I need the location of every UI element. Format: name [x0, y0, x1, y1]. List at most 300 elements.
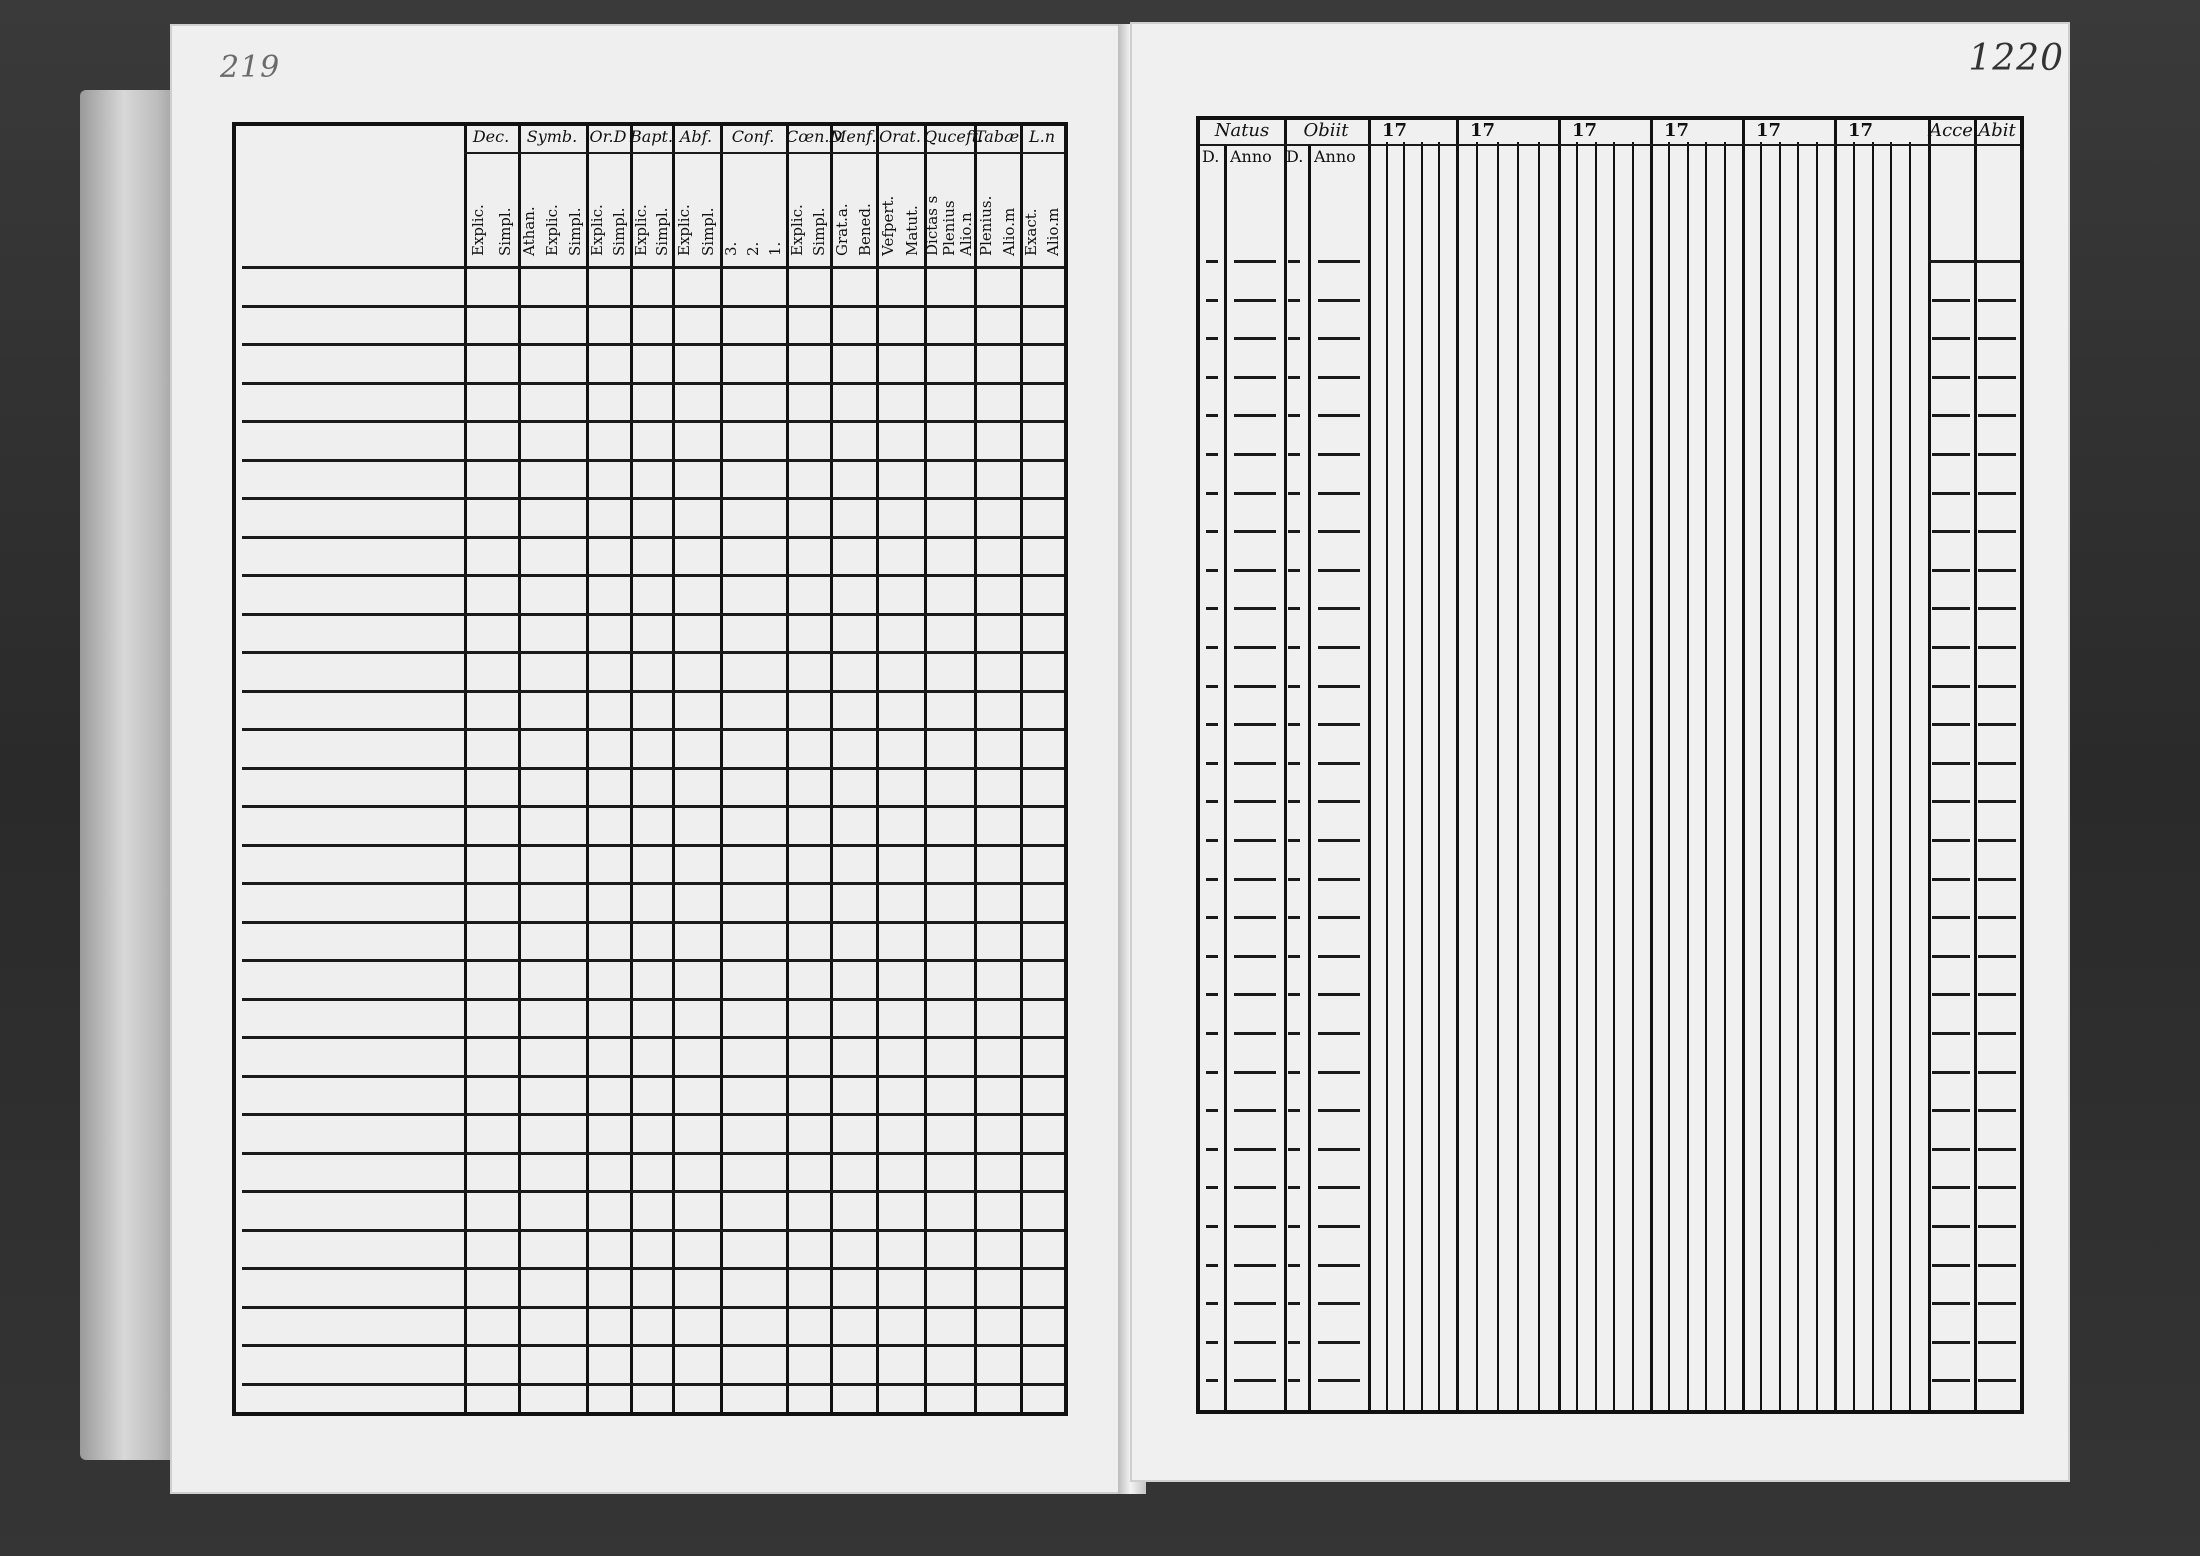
- row-tick: [1288, 376, 1300, 379]
- row-tick: [1318, 569, 1360, 572]
- year-subcolumn: [1705, 142, 1707, 1410]
- column-subheader: Explic.: [631, 204, 650, 256]
- group-divider: [1558, 120, 1561, 1410]
- row-tick: [1288, 1032, 1300, 1035]
- row-tick: [1288, 878, 1300, 881]
- row-tick: [1932, 1109, 1970, 1112]
- row-tick: [1318, 800, 1360, 803]
- row-tick: [1206, 414, 1218, 417]
- row-tick: [1234, 337, 1276, 340]
- row-tick: [1206, 607, 1218, 610]
- column-subheader: Exact.: [1022, 208, 1040, 256]
- row-tick: [1318, 723, 1360, 726]
- row-tick: [1318, 1379, 1360, 1382]
- row-tick: [1234, 1148, 1276, 1151]
- row-tick: [1206, 1186, 1218, 1189]
- row-tick: [1318, 1186, 1360, 1189]
- row-tick: [1932, 1341, 1970, 1344]
- row-tick: [1234, 1225, 1276, 1228]
- row-tick: [1932, 646, 1970, 649]
- row-tick: [1206, 1264, 1218, 1267]
- row-tick: [1932, 878, 1970, 881]
- year-subcolumn: [1872, 142, 1874, 1410]
- row-tick: [1318, 916, 1360, 919]
- row-tick: [1206, 453, 1218, 456]
- row-tick: [1978, 646, 2016, 649]
- row-tick: [1288, 800, 1300, 803]
- row-tick: [1978, 1032, 2016, 1035]
- row-tick: [1932, 1302, 1970, 1305]
- column-header: Natus: [1214, 120, 1270, 141]
- row-tick: [1932, 530, 1970, 533]
- row-tick: [1318, 646, 1360, 649]
- year-subcolumn: [1632, 142, 1634, 1410]
- group-divider: [1834, 120, 1837, 1410]
- group-divider: [1928, 120, 1931, 1410]
- row-tick: [1978, 376, 2016, 379]
- row-tick: [1234, 723, 1276, 726]
- row-tick: [1234, 800, 1276, 803]
- row-rule: [242, 1267, 1064, 1270]
- column-subheader: Simpl.: [699, 207, 717, 256]
- group-divider: [1974, 120, 1977, 1410]
- year-subcolumn: [1517, 142, 1519, 1410]
- year-subcolumn: [1613, 142, 1615, 1410]
- row-tick: [1234, 955, 1276, 958]
- column-subheader: Simpl.: [810, 207, 828, 256]
- row-tick: [1288, 492, 1300, 495]
- year-subcolumn: [1595, 142, 1597, 1410]
- row-tick: [1978, 1071, 2016, 1074]
- row-tick: [1234, 569, 1276, 572]
- row-tick: [1978, 878, 2016, 881]
- group-divider: [1650, 120, 1653, 1410]
- row-tick: [1932, 993, 1970, 996]
- row-tick: [1206, 260, 1218, 263]
- row-tick: [1234, 878, 1276, 881]
- row-rule: [242, 574, 1064, 577]
- row-tick: [1234, 1071, 1276, 1074]
- row-rule: [242, 1113, 1064, 1116]
- row-tick: [1318, 492, 1360, 495]
- year-subcolumn: [1797, 142, 1799, 1410]
- row-rule: [242, 690, 1064, 693]
- row-tick: [1234, 299, 1276, 302]
- row-tick: [1318, 1264, 1360, 1267]
- column-subheader: Alio.m: [1044, 207, 1062, 256]
- row-tick: [1932, 453, 1970, 456]
- left-page: [170, 24, 1130, 1494]
- row-tick: [1206, 800, 1218, 803]
- row-rule: [242, 1306, 1064, 1309]
- row-tick: [1978, 1341, 2016, 1344]
- year-subcolumn: [1538, 142, 1540, 1410]
- row-tick: [1288, 1148, 1300, 1151]
- year-subcolumn: [1421, 142, 1423, 1410]
- row-rule: [242, 1383, 1064, 1386]
- row-tick: [1206, 1225, 1218, 1228]
- column-subheader: Dictas s: [923, 195, 942, 256]
- row-tick: [1288, 453, 1300, 456]
- row-tick: [1206, 878, 1218, 881]
- row-rule: [242, 651, 1064, 654]
- column-header: Abf.: [679, 127, 713, 146]
- row-rule: [242, 1344, 1064, 1347]
- row-tick: [1978, 1109, 2016, 1112]
- header-label-rule: [1200, 144, 2020, 146]
- column-header: Dec.: [472, 127, 510, 146]
- column-header: Acce: [1929, 120, 1973, 141]
- row-tick: [1288, 1109, 1300, 1112]
- row-rule: [242, 728, 1064, 731]
- row-tick: [1318, 685, 1360, 688]
- column-header: 17: [1848, 120, 1874, 141]
- row-rule: [242, 805, 1064, 808]
- row-rule: [242, 882, 1064, 885]
- row-tick: [1978, 916, 2016, 919]
- right-register-table: [1196, 116, 2024, 1414]
- row-tick: [1288, 685, 1300, 688]
- row-tick: [1932, 955, 1970, 958]
- row-tick: [1318, 993, 1360, 996]
- row-tick: [1978, 1186, 2016, 1189]
- row-tick: [1978, 685, 2016, 688]
- row-rule: [242, 343, 1064, 346]
- row-tick: [1978, 839, 2016, 842]
- row-tick: [1932, 1379, 1970, 1382]
- row-rule: [242, 613, 1064, 616]
- row-tick: [1234, 453, 1276, 456]
- column-header: Quceft.: [924, 127, 984, 146]
- row-tick: [1932, 492, 1970, 495]
- year-subcolumn: [1576, 142, 1578, 1410]
- row-tick: [1318, 530, 1360, 533]
- group-divider: [1284, 120, 1287, 1410]
- row-tick: [1206, 1071, 1218, 1074]
- row-rule: [242, 420, 1064, 423]
- row-tick: [1932, 1264, 1970, 1267]
- column-subheader: Vefpert.: [879, 195, 897, 256]
- row-tick: [1978, 955, 2016, 958]
- group-divider: [1456, 120, 1459, 1410]
- column-subheader: 3.: [722, 241, 740, 256]
- column-header: Obiit: [1303, 120, 1349, 141]
- year-subcolumn: [1386, 142, 1388, 1410]
- row-tick: [1932, 299, 1970, 302]
- row-tick: [1978, 299, 2016, 302]
- column-subheader: Plenius.: [976, 195, 995, 256]
- row-tick: [1288, 414, 1300, 417]
- row-tick: [1206, 839, 1218, 842]
- row-tick: [1234, 1109, 1276, 1112]
- column-subheader: Simpl.: [652, 207, 671, 256]
- row-tick: [1288, 762, 1300, 765]
- row-tick: [1288, 299, 1300, 302]
- row-tick: [1288, 1379, 1300, 1382]
- column-subheader: 1.: [766, 241, 784, 256]
- column-header: 17: [1756, 120, 1782, 141]
- row-tick: [1206, 762, 1218, 765]
- row-tick: [1234, 414, 1276, 417]
- row-tick: [1288, 337, 1300, 340]
- column-subheader: Alio.m: [999, 207, 1018, 256]
- row-tick: [1978, 530, 2016, 533]
- folio-left: 219: [220, 50, 281, 85]
- row-tick: [1318, 878, 1360, 881]
- row-tick: [1318, 376, 1360, 379]
- row-tick: [1932, 1225, 1970, 1228]
- column-subheader: Grat.a.: [832, 203, 851, 256]
- row-tick: [1978, 762, 2016, 765]
- row-tick: [1206, 299, 1218, 302]
- row-rule: [242, 1036, 1064, 1039]
- row-tick: [1234, 839, 1276, 842]
- group-divider: [1742, 120, 1745, 1410]
- column-subheader: D.: [1286, 147, 1304, 166]
- row-tick: [1234, 993, 1276, 996]
- row-tick: [1234, 260, 1276, 263]
- row-tick: [1932, 1032, 1970, 1035]
- column-subheader: Matut.: [903, 205, 921, 256]
- row-tick: [1288, 530, 1300, 533]
- row-tick: [1978, 1379, 2016, 1382]
- row-tick: [1318, 337, 1360, 340]
- year-subcolumn: [1724, 142, 1726, 1410]
- row-tick: [1978, 453, 2016, 456]
- row-rule: [242, 305, 1064, 308]
- row-rule: [242, 1152, 1064, 1155]
- year-subcolumn: [1779, 142, 1781, 1410]
- row-tick: [1206, 955, 1218, 958]
- row-tick: [1932, 916, 1970, 919]
- folio-right: 1220: [1968, 38, 2064, 79]
- year-subcolumn: [1497, 142, 1499, 1410]
- row-tick: [1234, 1302, 1276, 1305]
- row-tick: [1206, 1148, 1218, 1151]
- row-tick: [1932, 1186, 1970, 1189]
- column-subheader: Athan.: [520, 206, 539, 256]
- row-tick: [1318, 1225, 1360, 1228]
- row-tick: [1978, 414, 2016, 417]
- row-tick: [1932, 337, 1970, 340]
- row-tick: [1234, 1264, 1276, 1267]
- row-tick: [1234, 916, 1276, 919]
- row-tick: [1206, 916, 1218, 919]
- row-tick: [1234, 1186, 1276, 1189]
- column-header: Tabæ: [974, 127, 1020, 146]
- row-tick: [1978, 569, 2016, 572]
- year-subcolumn: [1816, 142, 1818, 1410]
- row-tick: [1318, 762, 1360, 765]
- row-tick: [1978, 1225, 2016, 1228]
- row-tick: [1288, 1225, 1300, 1228]
- column-subheader: Explic.: [788, 204, 806, 256]
- group-divider: [1368, 120, 1371, 1410]
- row-tick: [1932, 607, 1970, 610]
- year-subcolumn: [1403, 142, 1405, 1410]
- row-rule: [242, 998, 1064, 1001]
- row-tick: [1932, 762, 1970, 765]
- right-page: [1130, 22, 2070, 1482]
- row-tick: [1234, 685, 1276, 688]
- row-tick: [1318, 839, 1360, 842]
- column-subheader: Plenius: [940, 200, 958, 256]
- column-header: Or.D: [589, 127, 627, 146]
- row-tick: [1288, 569, 1300, 572]
- row-tick: [1234, 376, 1276, 379]
- row-rule: [242, 382, 1064, 385]
- column-subheader: 2.: [744, 241, 762, 256]
- row-tick: [1978, 1264, 2016, 1267]
- row-tick: [1234, 530, 1276, 533]
- row-tick: [1318, 299, 1360, 302]
- row-rule: [242, 266, 1064, 269]
- row-tick: [1978, 1148, 2016, 1151]
- row-tick: [1234, 762, 1276, 765]
- row-tick: [1206, 1032, 1218, 1035]
- row-tick: [1318, 607, 1360, 610]
- row-tick: [1318, 414, 1360, 417]
- row-tick: [1234, 607, 1276, 610]
- row-tick: [1932, 1071, 1970, 1074]
- row-tick: [1206, 530, 1218, 533]
- column-header: Bapt.: [630, 127, 674, 146]
- row-rule: [242, 1229, 1064, 1232]
- row-tick: [1318, 955, 1360, 958]
- row-tick: [1288, 1264, 1300, 1267]
- column-header: Orat.: [879, 127, 921, 146]
- row-tick: [1206, 492, 1218, 495]
- row-tick: [1234, 1379, 1276, 1382]
- row-tick: [1234, 646, 1276, 649]
- column-subheader: Simpl.: [495, 207, 514, 256]
- row-tick: [1932, 800, 1970, 803]
- column-header: L.n: [1028, 127, 1055, 146]
- row-tick: [1932, 685, 1970, 688]
- row-tick: [1288, 646, 1300, 649]
- row-tick: [1288, 916, 1300, 919]
- row-tick: [1318, 1109, 1360, 1112]
- row-tick: [1318, 260, 1360, 263]
- row-tick: [1932, 1148, 1970, 1151]
- row-tick: [1978, 607, 2016, 610]
- column-subheader: Explic.: [675, 204, 693, 256]
- row-tick: [1288, 260, 1300, 263]
- column-subheader: Anno: [1314, 147, 1356, 166]
- row-tick: [1932, 376, 1970, 379]
- column-header: Cœn.D: [786, 127, 843, 146]
- row-tick: [1206, 569, 1218, 572]
- row-tick: [1206, 376, 1218, 379]
- column-subheader: Bened.: [855, 203, 874, 256]
- row-rule: [242, 1190, 1064, 1193]
- year-subcolumn: [1476, 142, 1478, 1410]
- row-tick: [1288, 955, 1300, 958]
- year-subcolumn: [1760, 142, 1762, 1410]
- column-subheader: Simpl.: [610, 207, 628, 256]
- column-subheader: Explic.: [468, 204, 487, 256]
- row-tick: [1206, 993, 1218, 996]
- column-header: Conf.: [731, 127, 775, 146]
- row-rule: [242, 1075, 1064, 1078]
- year-subcolumn: [1853, 142, 1855, 1410]
- row-rule: [242, 767, 1064, 770]
- row-rule: [242, 844, 1064, 847]
- column-header: Menf.: [830, 127, 877, 146]
- row-rule: [242, 536, 1064, 539]
- column-subheader: Alio.n: [956, 212, 975, 256]
- year-subcolumn: [1687, 142, 1689, 1410]
- row-rule: [242, 459, 1064, 462]
- row-tick: [1932, 569, 1970, 572]
- row-tick: [1318, 1302, 1360, 1305]
- column-subheader: Anno: [1230, 147, 1272, 166]
- column-subheader: D.: [1202, 147, 1220, 166]
- column-subheader: Explic.: [543, 204, 561, 256]
- row-tick: [1978, 337, 2016, 340]
- header-label-rule: [464, 152, 1064, 154]
- row-tick: [1206, 1341, 1218, 1344]
- year-subcolumn: [1438, 142, 1440, 1410]
- column-subheader: Simpl.: [565, 207, 584, 256]
- row-tick: [1978, 723, 2016, 726]
- row-tick: [1234, 1032, 1276, 1035]
- row-tick: [1206, 337, 1218, 340]
- column-header: 17: [1664, 120, 1690, 141]
- row-tick: [1206, 1109, 1218, 1112]
- year-subcolumn: [1668, 142, 1670, 1410]
- column-header: 17: [1572, 120, 1598, 141]
- row-tick: [1318, 1032, 1360, 1035]
- row-tick: [1288, 993, 1300, 996]
- row-tick: [1318, 1341, 1360, 1344]
- row-tick: [1978, 993, 2016, 996]
- row-tick: [1932, 414, 1970, 417]
- column-header: Symb.: [526, 127, 578, 146]
- row-tick: [1978, 492, 2016, 495]
- row-tick: [1206, 1379, 1218, 1382]
- row-tick: [1234, 1341, 1276, 1344]
- row-tick: [1234, 492, 1276, 495]
- row-tick: [1288, 1186, 1300, 1189]
- column-subheader: Explic.: [588, 204, 606, 256]
- row-tick: [1932, 723, 1970, 726]
- sub-divider: [1224, 146, 1227, 1410]
- row-tick: [1978, 1302, 2016, 1305]
- row-tick: [1206, 1302, 1218, 1305]
- row-rule: [242, 497, 1064, 500]
- year-subcolumn: [1909, 142, 1911, 1410]
- year-subcolumn: [1890, 142, 1892, 1410]
- row-tick: [1288, 723, 1300, 726]
- left-register-table: [232, 122, 1068, 1416]
- row-tick: [1206, 646, 1218, 649]
- row-tick: [1318, 453, 1360, 456]
- column-header: 17: [1382, 120, 1408, 141]
- row-tick: [1932, 839, 1970, 842]
- row-tick: [1288, 839, 1300, 842]
- row-tick: [1206, 723, 1218, 726]
- row-tick: [1318, 1071, 1360, 1074]
- row-rule: [242, 959, 1064, 962]
- sub-divider: [1308, 146, 1311, 1410]
- row-tick: [1206, 685, 1218, 688]
- row-tick: [1288, 1302, 1300, 1305]
- column-header: Abit: [1978, 120, 2016, 141]
- column-header: 17: [1470, 120, 1496, 141]
- row-tick: [1288, 1071, 1300, 1074]
- row-tick: [1978, 800, 2016, 803]
